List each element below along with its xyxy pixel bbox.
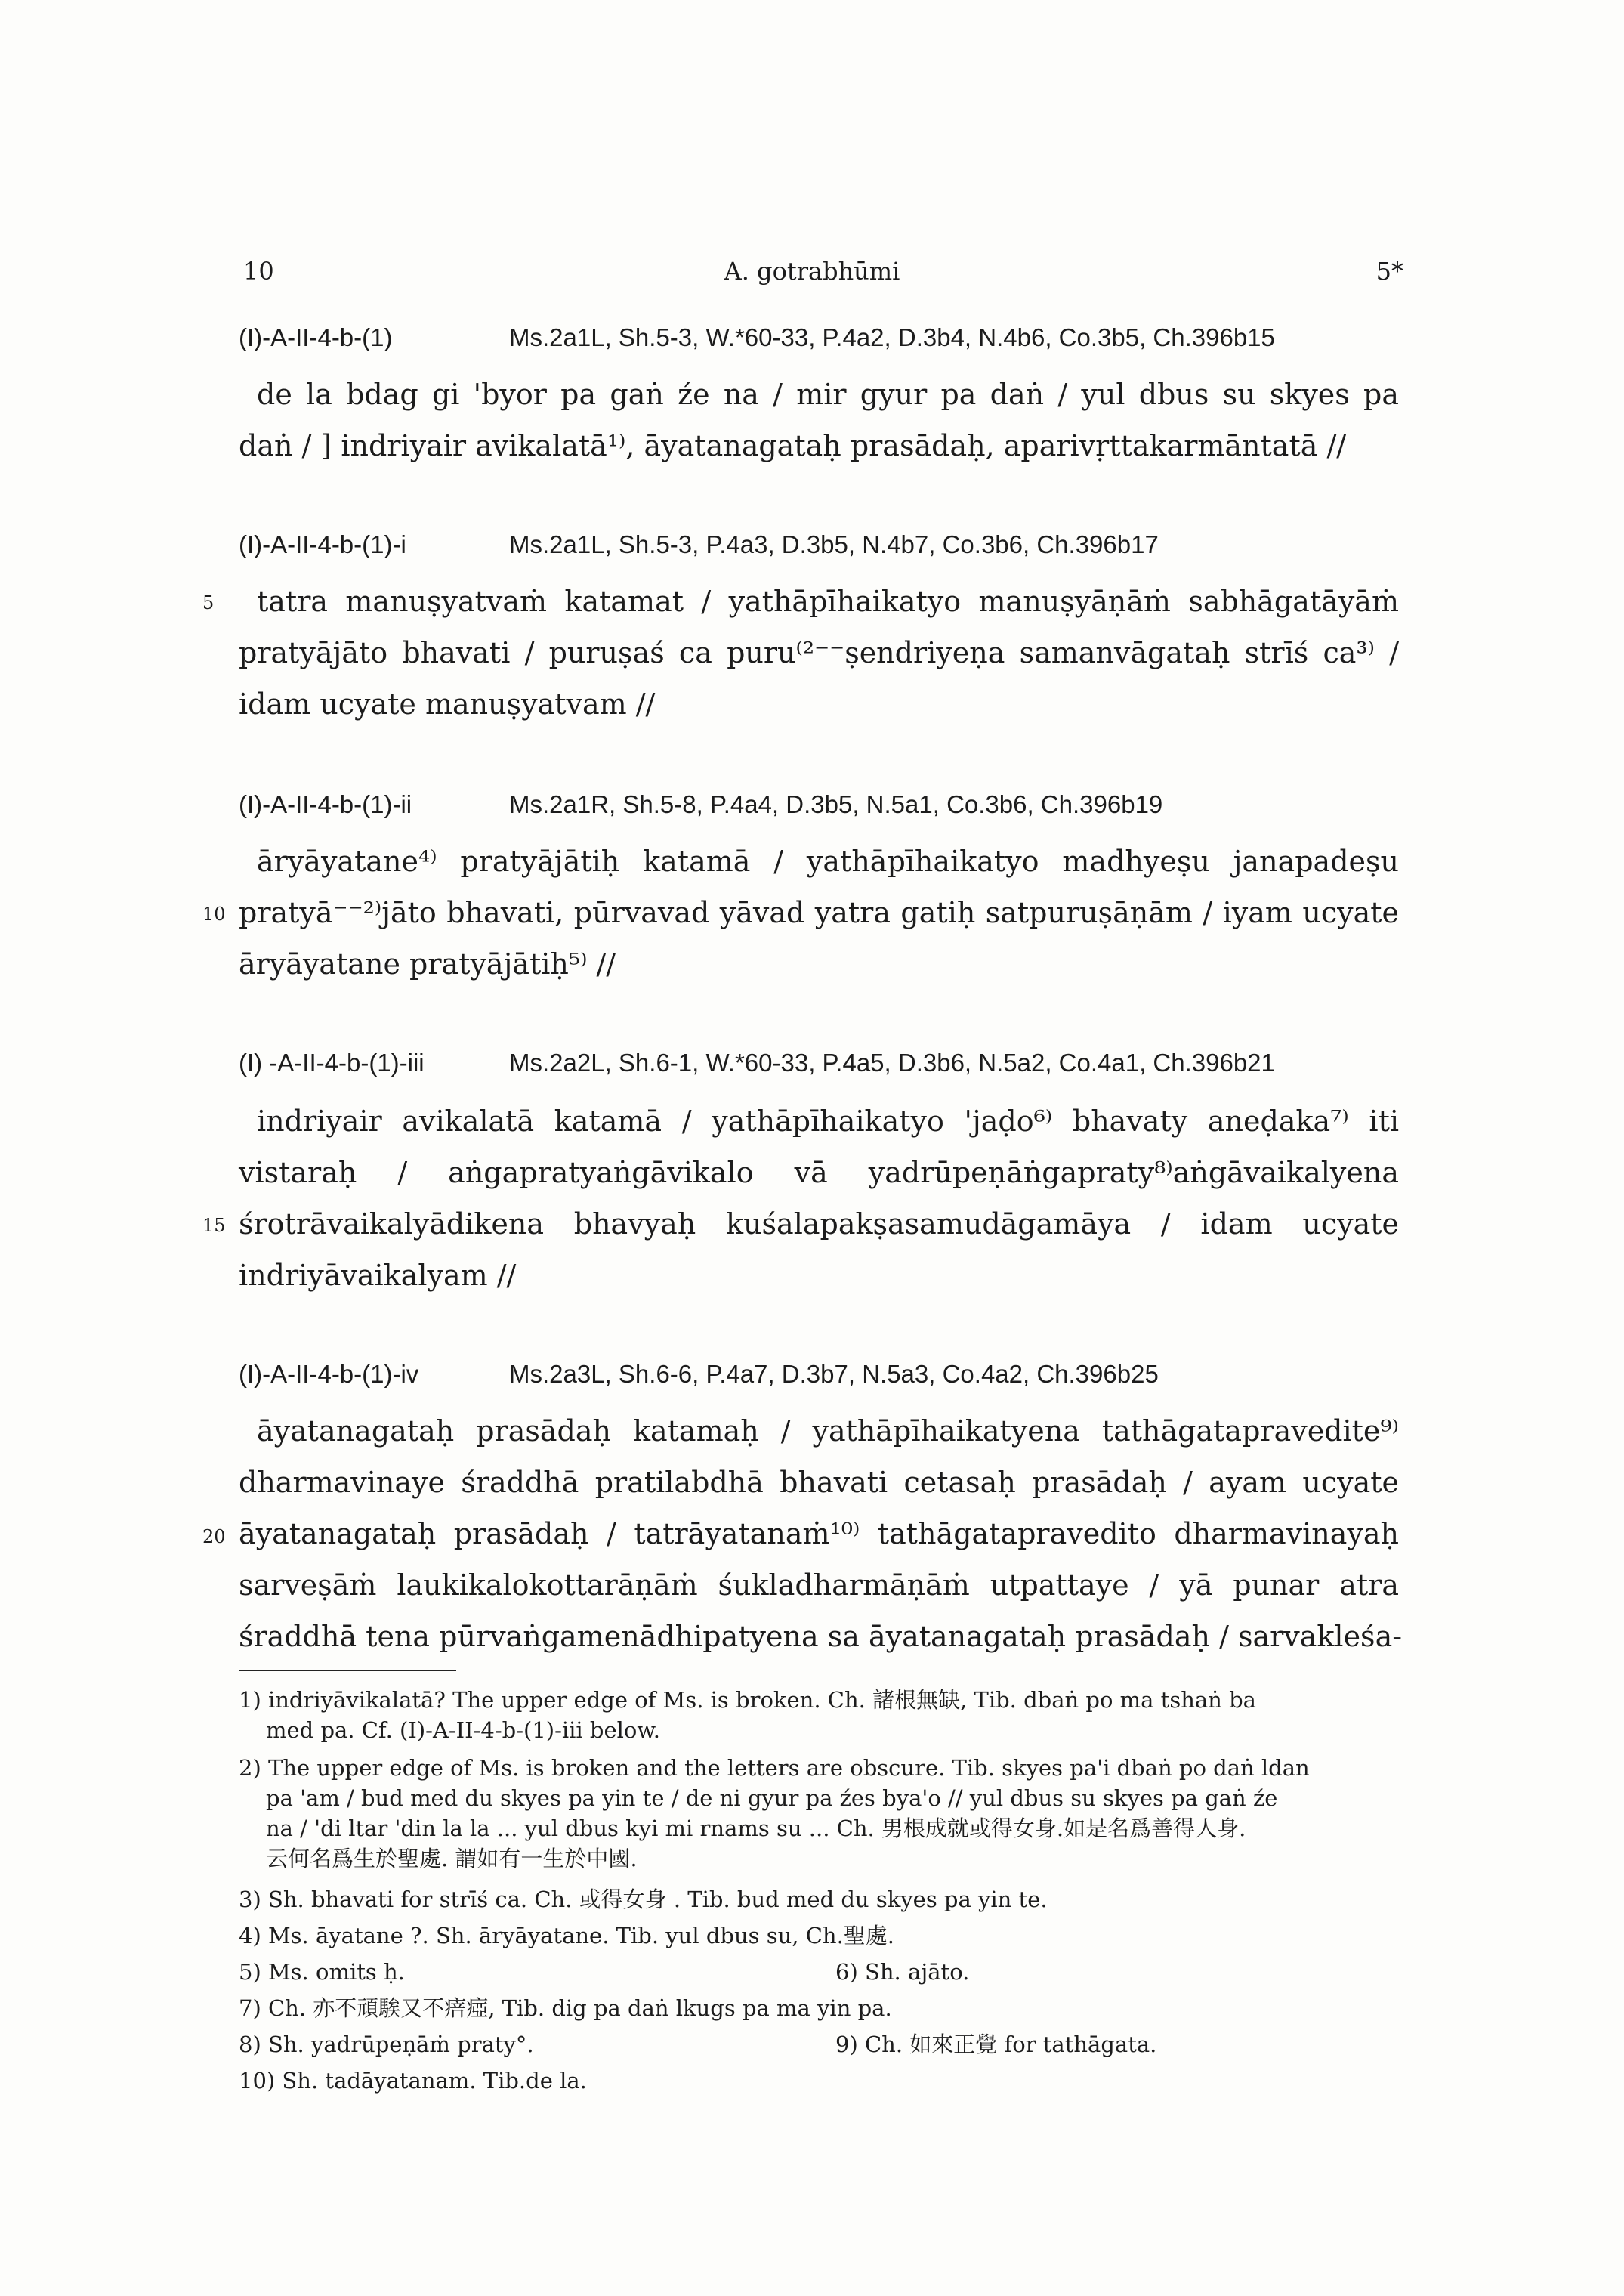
- footnote: [239, 1921, 1417, 1951]
- text-line: indriyāvaikalyam //: [239, 1259, 517, 1292]
- footnote: [239, 1753, 1417, 1874]
- page-mark: 5*: [1375, 257, 1403, 286]
- footnote: [239, 1993, 1417, 2023]
- text-line: śrotrāvaikalyādikena bhavyaḥ kuśalapakṣasamudāgamāya / idam ucyate: [239, 1207, 1399, 1241]
- section-reference: [239, 323, 1425, 352]
- footnote-line: pa 'am / bud med du skyes pa yin te / de ni gyur pa źes bya'o // yul dbus su skyes pa gaṅ źe: [266, 1785, 1278, 1811]
- text-line: idam ucyate manuṣyatvam //: [239, 688, 656, 721]
- manuscript-refs: Ms.2a1R, Sh.5-8, P.4a4, D.3b5, N.5a1, Co.3b6, Ch.396b19: [509, 790, 1163, 818]
- text-line: de la bdag gi 'byor pa gaṅ źe na / mir gyur pa daṅ / yul dbus su skyes pa: [257, 378, 1399, 411]
- footnote-line: 10) Sh. tadāyatanam. Tib.de la.: [239, 2068, 587, 2094]
- footnote-line: 8) Sh. yadrūpeṇāṁ praty°.: [239, 2032, 534, 2057]
- footnote-line: 6) Sh. ajāto.: [835, 1959, 970, 1985]
- footnote-line: 2) The upper edge of Ms. is broken and the letters are obscure. Tib. skyes pa'i dbaṅ po daṅ ldan: [239, 1755, 1310, 1781]
- footnote: [239, 1685, 1417, 1745]
- section-id: (I) -A-II-4-b-(1)-iii: [239, 1049, 425, 1077]
- footnote-line: 9) Ch. 如來正覺 for tathāgata.: [835, 2032, 1157, 2057]
- text-line: vistaraḥ / aṅgapratyaṅgāvikalo vā yadrūpeṇāṅgapraty⁸⁾aṅgāvaikalyena: [239, 1156, 1399, 1189]
- section-text: [239, 1405, 1403, 1662]
- manuscript-refs: Ms.2a2L, Sh.6-1, W.*60-33, P.4a5, D.3b6, N.5a2, Co.4a1, Ch.396b21: [509, 1049, 1275, 1077]
- page-number: 10: [243, 257, 274, 286]
- footnote-line: 4) Ms. āyatane ?. Sh. āryāyatane. Tib. yul dbus su, Ch.聖處.: [239, 1923, 895, 1948]
- section-reference: [239, 790, 1425, 819]
- text-line: indriyair avikalatā katamā / yathāpīhaikatyo 'jaḍo⁶⁾ bhavaty aneḍaka⁷⁾ iti: [257, 1105, 1399, 1138]
- footnote-line: med pa. Cf. (I)-A-II-4-b-(1)-iii below.: [266, 1717, 660, 1743]
- footnote-line: 云何名爲生於聖處. 謂如有一生於中國.: [266, 1846, 638, 1871]
- text-line: āryāyatane⁴⁾ pratyājātiḥ katamā / yathāpīhaikatyo madhyeṣu janapadeṣu: [257, 845, 1399, 878]
- line-number: 20: [202, 1526, 226, 1547]
- manuscript-refs: Ms.2a1L, Sh.5-3, W.*60-33, P.4a2, D.3b4, N.4b6, Co.3b5, Ch.396b15: [509, 323, 1275, 351]
- line-number: 5: [202, 592, 215, 613]
- footnote: [239, 1884, 1417, 1914]
- text-line: pratyā⁻⁻²⁾jāto bhavati, pūrvavad yāvad yatra gatiḥ satpuruṣāṇām / iyam ucyate: [239, 896, 1399, 929]
- text-line: sarveṣāṁ laukikalokottarāṇāṁ śukladharmāṇāṁ utpattaye / yā punar atra: [239, 1568, 1399, 1602]
- line-number: 10: [202, 904, 226, 925]
- footnote-line: 7) Ch. 亦不頑騃又不瘖瘂, Tib. dig pa daṅ lkugs pa ma yin pa.: [239, 1995, 892, 2021]
- footnote-line: na / 'di ltar 'din la la ... yul dbus kyi mi rnams su ... Ch. 男根成就或得女身.如是名爲善得人身.: [266, 1815, 1246, 1841]
- text-line: āyatanagataḥ prasādaḥ katamaḥ / yathāpīhaikatyena tathāgatapravedite⁹⁾: [257, 1414, 1399, 1448]
- text-line: pratyājāto bhavati / puruṣaś ca puru⁽²⁻⁻ṣendriyeṇa samanvāgataḥ strīś ca³⁾ /: [239, 636, 1399, 669]
- section-id: (I)-A-II-4-b-(1)-ii: [239, 790, 412, 818]
- section-reference: [239, 1049, 1425, 1077]
- text-line: daṅ / ] indriyair avikalatā¹⁾, āyatanagataḥ prasādaḥ, aparivṛttakarmāntatā //: [239, 429, 1347, 462]
- section-id: (I)-A-II-4-b-(1): [239, 323, 393, 351]
- line-number: 15: [202, 1215, 226, 1236]
- footnote: [239, 1957, 1417, 1987]
- section-reference: [239, 530, 1425, 559]
- text-line: śraddhā tena pūrvaṅgamenādhipatyena sa āyatanagataḥ prasādaḥ / sarvakleśa-: [239, 1620, 1403, 1653]
- manuscript-refs: Ms.2a3L, Sh.6-6, P.4a7, D.3b7, N.5a3, Co.4a2, Ch.396b25: [509, 1360, 1159, 1388]
- running-title: A. gotrabhūmi: [724, 257, 900, 286]
- section-id: (I)-A-II-4-b-(1)-iv: [239, 1360, 419, 1388]
- section-reference: [239, 1360, 1425, 1389]
- section-text: [239, 369, 1399, 471]
- footnote: [239, 2066, 1417, 2096]
- text-line: āyatanagataḥ prasādaḥ / tatrāyatanaṁ¹⁰⁾ tathāgatapravedito dharmavinayaḥ: [239, 1517, 1399, 1550]
- footnote-line: 1) indriyāvikalatā? The upper edge of Ms. is broken. Ch. 諸根無缺, Tib. dbaṅ po ma tshaṅ ba: [239, 1687, 1256, 1713]
- section-text: [239, 836, 1399, 990]
- section-id: (I)-A-II-4-b-(1)-i: [239, 530, 406, 558]
- text-line: dharmavinaye śraddhā pratilabdhā bhavati cetasaḥ prasādaḥ / ayam ucyate: [239, 1466, 1399, 1499]
- footnote-line: 3) Sh. bhavati for strīś ca. Ch. 或得女身 . Tib. bud med du skyes pa yin te.: [239, 1887, 1048, 1912]
- text-line: āryāyatane pratyājātiḥ⁵⁾ //: [239, 947, 616, 981]
- footnote-line: 5) Ms. omits ḥ.: [239, 1959, 405, 1985]
- manuscript-refs: Ms.2a1L, Sh.5-3, P.4a3, D.3b5, N.4b7, Co.3b6, Ch.396b17: [509, 530, 1159, 558]
- text-line: tatra manuṣyatvaṁ katamat / yathāpīhaikatyo manuṣyāṇāṁ sabhāgatāyāṁ: [257, 585, 1399, 618]
- section-text: [239, 576, 1399, 730]
- footnote-separator: [239, 1670, 456, 1671]
- section-text: [239, 1095, 1399, 1301]
- footnote: [239, 2029, 1417, 2060]
